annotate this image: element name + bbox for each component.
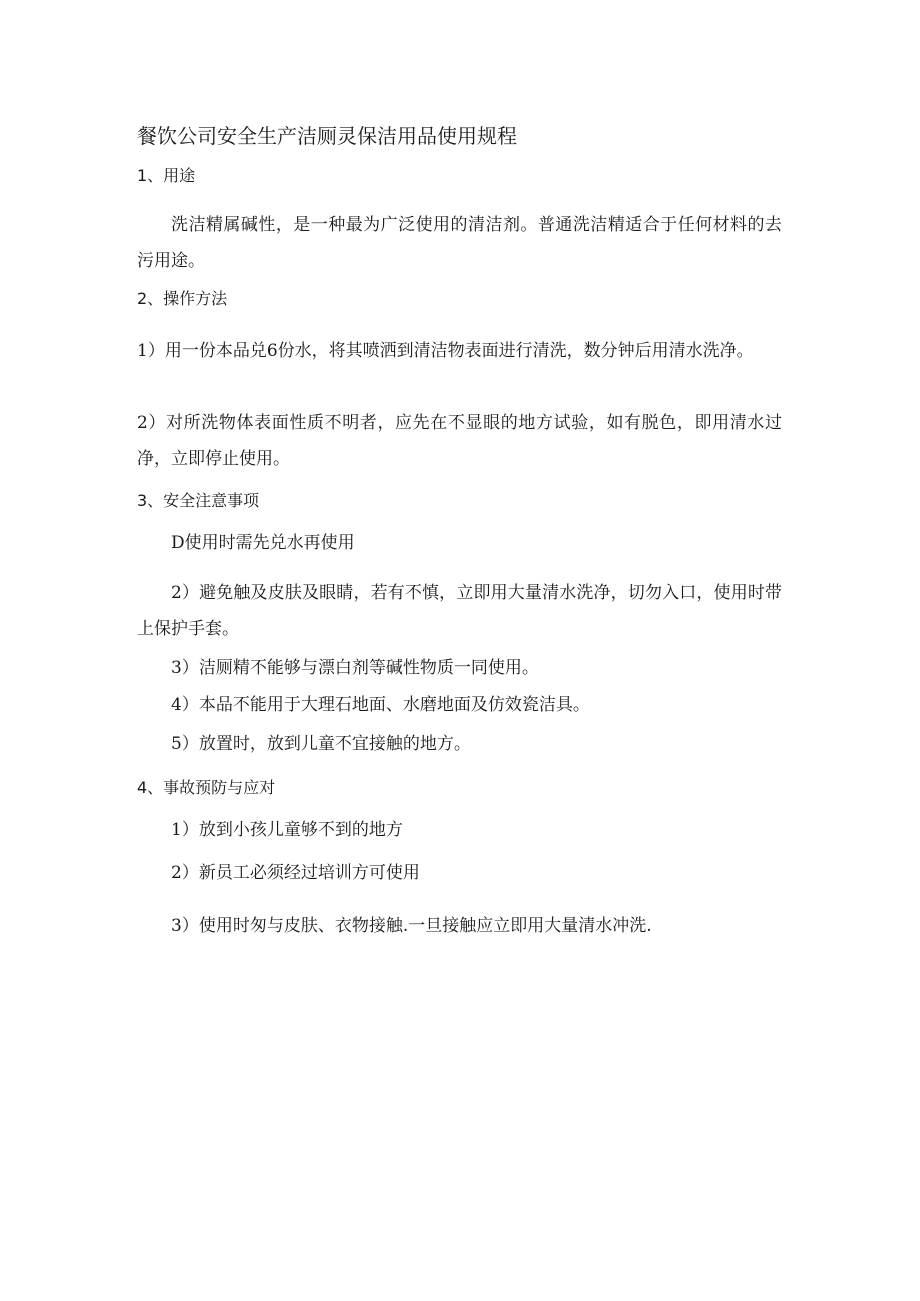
- section-heading-safety: 3、安全注意事项: [137, 491, 260, 510]
- section-heading-purpose: 1、用途: [137, 166, 196, 185]
- accident-item-3: 3）使用时匆与皮肤、衣物接触.一旦接触应立即用大量清水冲洗.: [171, 916, 652, 936]
- operation-item-1: 1）用一份本品兑6份水，将其喷洒到清洁物表面进行清洗，数分钟后用清水洗净。: [137, 341, 754, 361]
- safety-item-2: 2）避免触及皮肤及眼睛，若有不慎，立即用大量清水洗净，切勿入口，使用时带上保护手套。: [137, 583, 782, 639]
- safety-item-3: 3）洁厕精不能够与漂白剂等碱性物质一同使用。: [171, 658, 539, 678]
- accident-item-2: 2）新员工必须经过培训方可使用: [171, 863, 420, 883]
- accident-item-1: 1）放到小孩儿童够不到的地方: [171, 820, 403, 840]
- purpose-paragraph: 洗洁精属碱性，是一种最为广泛使用的清洁剂。普通洗洁精适合于任何材料的去污用途。: [137, 215, 782, 271]
- operation-item-2: 2）对所洗物体表面性质不明者，应先在不显眼的地方试验，如有脱色，即用清水过净，立即停止使用。: [137, 413, 782, 469]
- page-title: 餐饮公司安全生产洁厕灵保洁用品使用规程: [137, 124, 517, 148]
- safety-item-5: 5）放置时，放到儿童不宜接触的地方。: [171, 734, 471, 754]
- safety-item-4: 4）本品不能用于大理石地面、水磨地面及仿效瓷洁具。: [171, 695, 590, 715]
- safety-item-1: D使用时需先兑水再使用: [171, 533, 355, 553]
- section-heading-operation: 2、操作方法: [137, 289, 228, 308]
- section-heading-accident: 4、事故预防与应对: [137, 778, 276, 797]
